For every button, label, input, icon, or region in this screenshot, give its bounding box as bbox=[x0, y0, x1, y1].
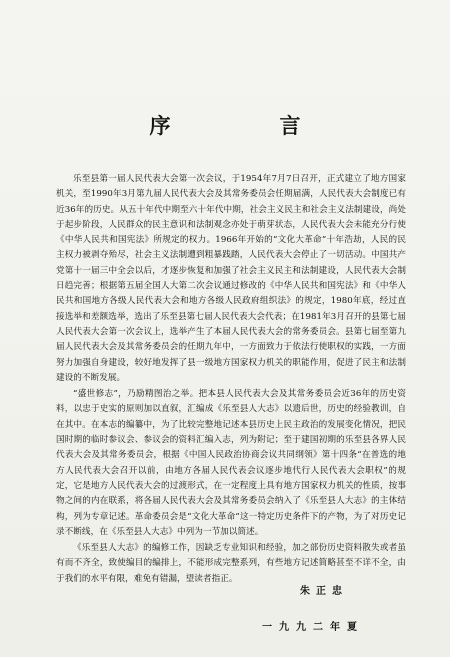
author-signature: 朱正忠 bbox=[300, 586, 348, 597]
date-line: 一九九二年夏 bbox=[262, 622, 364, 633]
paragraph-2: “盛世修志”，乃励精图治之举。把本县人民代表大会及其常务委员会近36年的历史资料，以忠于史实的原则加以直叙，汇编成《乐至县人大志》以遗后世，历史的经验教训，自在其中。在本志的编纂中，为了比较完整地记述本县历史上民主政治的发展变化情况，把民国时期的临时参议会、参议会的资料汇编入志，列为附记；至于建国初期的乐至县各界人民代表大会及其常务委员会，根据《中国人民政治协商会议共同纲领》第十四条“在普选的地方人民代表大会召开以前，由地方各届人民代表会议逐步地代行人民代表大会职权”的规定，它是地方人民代表大会的过渡形式，在一定程度上具有地方国家权力机关的性质，按事物之间的内在联系，将各届人民代表大会及其常务委员会纳入了《乐至县人大志》的主体结构，列为专章记述。革命委员会是“文化大革命”这一特定历史条件下的产物，为了对历史记录不断线，在《乐至县人大志》中列为一节加以简述。 bbox=[56, 389, 406, 537]
paragraph-3: 《乐至县人大志》的编修工作，因缺乏专业知识和经验，加之部份历史资料散失或者虽有而不齐全，致使编目的编排上，不能形成完整系列，有些地方记述简略甚至不详不全，由于我们的水平有限，难免有错漏，望读者指正。 bbox=[56, 543, 406, 584]
page-title: 序 言 bbox=[149, 114, 345, 138]
preface-body bbox=[56, 172, 406, 588]
paragraph-1: 乐至县第一届人民代表大会第一次会议，于1954年7月7日召开，正式建立了地方国家机关，至1990年3月第九届人民代表大会及其常务委员会任期届满，人民代表大会制度已有近36年的历史。从五十年代中期至六十年代中期，社会主义民主和社会主义法制建设，尚处于起步阶段，人民群众的民主意识和法制观念亦处于萌芽状态，人民代表大会未能充分行使《中华人民共和国宪法》所规定的权力。1966年开始的“文化大革命”十年浩劫，人民的民主权力被剥夺殆尽，社会主义法制遭到粗暴践踏，人民代表大会停止了一切活动。中国共产党第十一届三中全会以后，才逐步恢复和加强了社会主义民主和法制建设，人民代表大会制日趋完善；根据第五届全国人大第二次会议通过修改的《中华人民共和国宪法》和《中华人民共和国地方各级人民代表大会和地方各级人民政府组织法》的规定，1980年底，经过直接选举和差额选举，选出了乐至县第七届人民代表大会代表；在1981年3月召开的县第七届人民代表大会第一次会议上，选举产生了本届人民代表大会的常务委员会。县第七届至第九届人民代表大会及其常务委员会的任期九年中，一方面致力于依法行使职权的实践，一方面努力加强自身建设，较好地发挥了县一级地方国家权力机关的职能作用，促进了民主和法制建设的不断发展。 bbox=[56, 174, 406, 383]
